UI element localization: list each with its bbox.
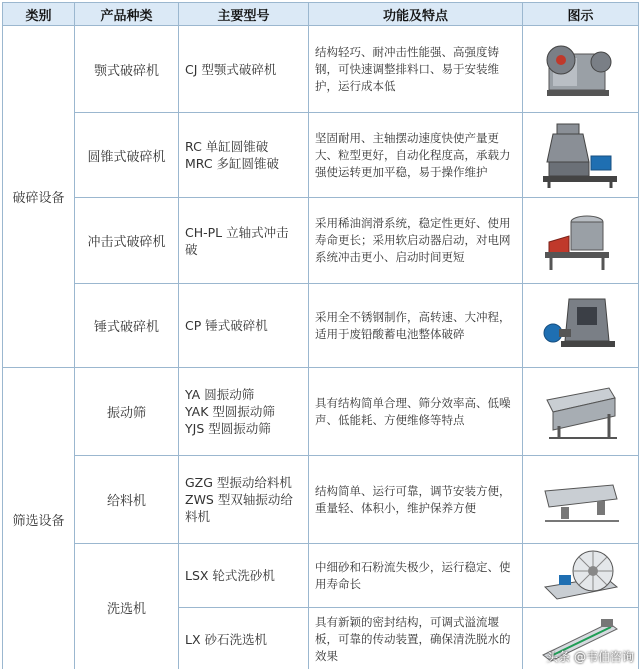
image-cell — [523, 456, 639, 544]
model-cell — [179, 198, 309, 284]
vibrating-feeder-icon — [539, 475, 623, 525]
model-cell — [179, 456, 309, 544]
features-cell: 坚固耐用、主轴摆动速度快使产量更大、粒型更好，自动化程度高，承载力强使运转更加平稳，易于操作维护 — [309, 113, 523, 198]
model-cell — [179, 284, 309, 368]
cone-crusher-icon — [539, 120, 623, 190]
model-line: ZWS 型双轴振动给 — [185, 492, 293, 507]
table-header-row — [3, 3, 639, 26]
product-type: 给料机 — [75, 456, 179, 544]
category-cell: 筛选设备 — [3, 368, 75, 669]
category-cell: 破碎设备 — [3, 26, 75, 368]
image-cell — [523, 113, 639, 198]
product-type: 振动筛 — [75, 368, 179, 456]
product-type: 锤式破碎机 — [75, 284, 179, 368]
model-line: RC 单缸圆锥破 — [185, 139, 269, 154]
table-row — [3, 544, 639, 608]
table-row — [3, 456, 639, 544]
model-cell — [179, 608, 309, 669]
model-line: YJS 型圆振动筛 — [185, 421, 271, 436]
table-row — [3, 284, 639, 368]
model-line: LSX 轮式洗砂机 — [185, 568, 275, 583]
image-cell — [523, 544, 639, 608]
features-cell: 具有结构简单合理、筛分效率高、低噪声、低能耗、方便维修等特点 — [309, 368, 523, 456]
vibrating-screen-icon — [539, 382, 623, 442]
model-line: LX 砂石洗选机 — [185, 632, 268, 647]
product-type: 颚式破碎机 — [75, 26, 179, 113]
features-cell: 结构轻巧、耐冲击性能强、高强度铸钢，可快速调整排料口、易于安装维护，运行成本低 — [309, 26, 523, 113]
image-cell — [523, 284, 639, 368]
watermark — [546, 648, 634, 665]
model-line: 破 — [185, 241, 198, 257]
model-line: CJ 型颚式破碎机 — [185, 61, 277, 77]
jaw-crusher-icon — [539, 36, 623, 102]
product-type: 洗选机 — [75, 544, 179, 669]
table-row — [3, 198, 639, 284]
watermark-text: 头条 @韦伯咨询 — [546, 650, 634, 664]
features-cell: 采用全不锈钢制作，高转速、大冲程，适用于废铅酸蓄电池整体破碎 — [309, 284, 523, 368]
header-image: 图示 — [523, 3, 639, 26]
image-cell — [523, 198, 639, 284]
table-row — [3, 368, 639, 456]
model-line: YAK 型圆振动筛 — [185, 404, 275, 419]
product-type: 冲击式破碎机 — [75, 198, 179, 284]
equipment-table — [2, 2, 639, 669]
model-cell — [179, 368, 309, 456]
model-line: YA 圆振动筛 — [185, 387, 255, 402]
features-cell: 采用稀油润滑系统，稳定性更好、使用寿命更长；采用软启动器启动，对电网系统冲击更小、启动时间更短 — [309, 198, 523, 284]
model-line: CP 锤式破碎机 — [185, 318, 268, 333]
model-line: GZG 型振动给料机 — [185, 475, 292, 490]
features-cell: 中细砂和石粉流失极少，运行稳定、使用寿命长 — [309, 544, 523, 608]
header-features: 功能及特点 — [309, 3, 523, 26]
model-line: MRC 多缸圆锥破 — [185, 156, 280, 171]
product-type: 圆锥式破碎机 — [75, 113, 179, 198]
model-line: 料机 — [185, 509, 211, 524]
table-row — [3, 113, 639, 198]
header-type: 产品种类 — [75, 3, 179, 26]
hammer-crusher-icon — [539, 293, 623, 359]
wheel-sand-washer-icon — [539, 547, 623, 605]
header-category: 类别 — [3, 3, 75, 26]
features-cell: 具有新颖的密封结构，可调式溢流堰板，可靠的传动装置，确保清洗脱水的效果 — [309, 608, 523, 669]
image-cell — [523, 26, 639, 113]
impact-crusher-icon — [539, 208, 623, 274]
model-cell — [179, 26, 309, 113]
header-model: 主要型号 — [179, 3, 309, 26]
model-line: CH-PL 立轴式冲击 — [185, 224, 289, 240]
table-row — [3, 26, 639, 113]
image-cell — [523, 368, 639, 456]
features-cell: 结构简单、运行可靠，调节安装方便，重量轻、体积小，维护保养方便 — [309, 456, 523, 544]
model-cell — [179, 544, 309, 608]
model-cell — [179, 113, 309, 198]
